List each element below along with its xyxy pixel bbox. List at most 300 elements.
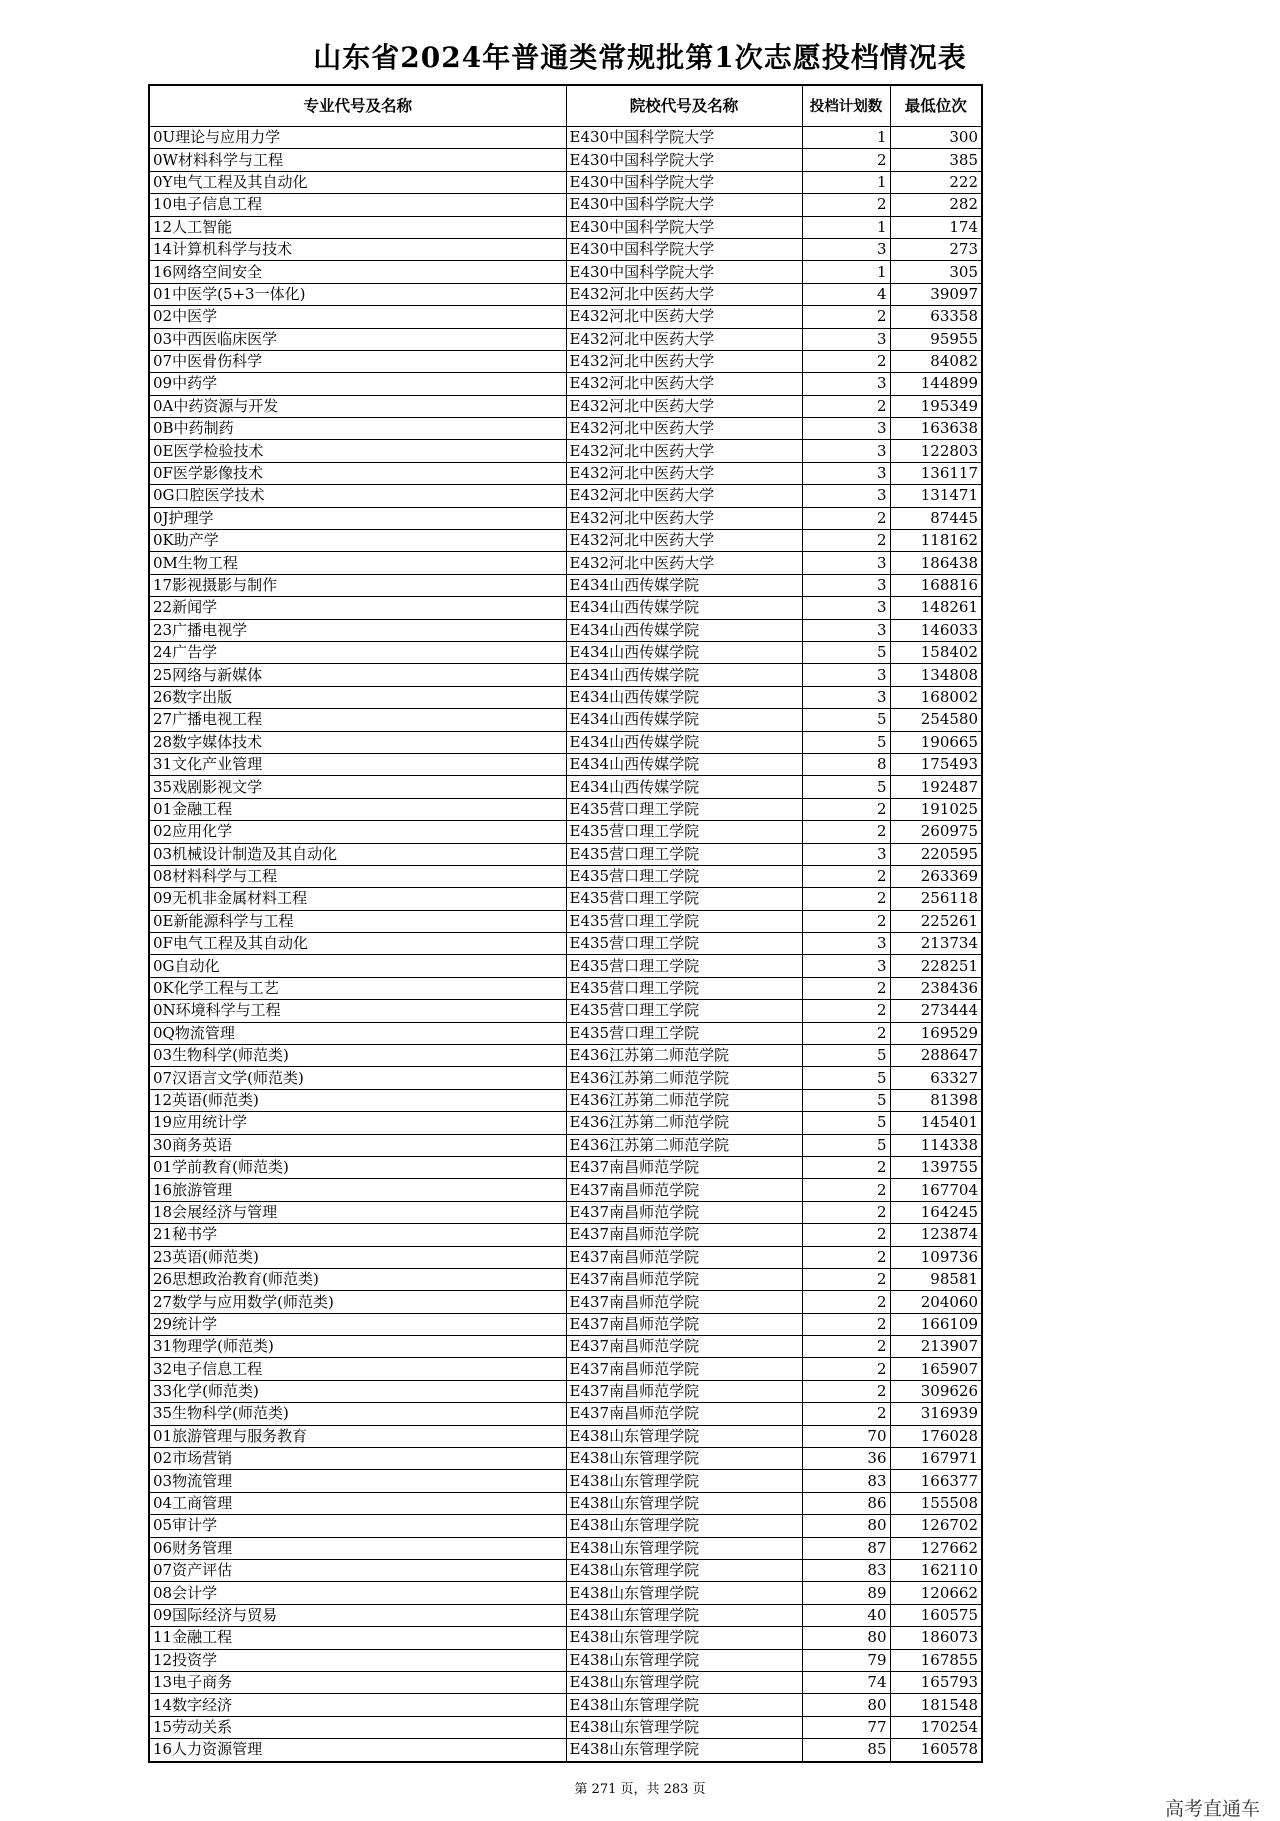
rank-cell: 131471 — [890, 485, 982, 507]
table-row — [149, 1425, 982, 1447]
plan-cell: 3 — [802, 619, 890, 641]
table-row — [149, 1537, 982, 1559]
school-cell: E438山东管理学院 — [566, 1604, 802, 1626]
major-cell: 12英语(师范类) — [149, 1089, 566, 1111]
school-cell: E438山东管理学院 — [566, 1739, 802, 1762]
major-cell: 26数字出版 — [149, 686, 566, 708]
plan-cell: 3 — [802, 574, 890, 596]
major-cell: 01旅游管理与服务教育 — [149, 1425, 566, 1447]
table-row — [149, 1627, 982, 1649]
table-row — [149, 530, 982, 552]
rank-cell: 169529 — [890, 1022, 982, 1044]
major-cell: 21秘书学 — [149, 1224, 566, 1246]
rank-cell: 220595 — [890, 843, 982, 865]
table-row — [149, 1224, 982, 1246]
plan-cell: 74 — [802, 1671, 890, 1693]
major-cell: 13电子商务 — [149, 1671, 566, 1693]
major-cell: 14数字经济 — [149, 1694, 566, 1716]
plan-cell: 2 — [802, 306, 890, 328]
rank-cell: 81398 — [890, 1089, 982, 1111]
rank-cell: 139755 — [890, 1156, 982, 1178]
rank-cell: 160575 — [890, 1604, 982, 1626]
table-row — [149, 485, 982, 507]
school-cell: E432河北中医药大学 — [566, 418, 802, 440]
rank-cell: 162110 — [890, 1560, 982, 1582]
rank-cell: 123874 — [890, 1224, 982, 1246]
plan-cell: 83 — [802, 1560, 890, 1582]
table-row — [149, 552, 982, 574]
table-row — [149, 910, 982, 932]
major-cell: 18会展经济与管理 — [149, 1201, 566, 1223]
table-row — [149, 1067, 982, 1089]
rank-cell: 39097 — [890, 283, 982, 305]
plan-cell: 2 — [802, 1403, 890, 1425]
table-row — [149, 1246, 982, 1268]
major-cell: 31物理学(师范类) — [149, 1336, 566, 1358]
school-cell: E435营口理工学院 — [566, 933, 802, 955]
plan-cell: 1 — [802, 171, 890, 193]
major-cell: 02中医学 — [149, 306, 566, 328]
table-row — [149, 865, 982, 887]
table-row — [149, 1739, 982, 1762]
rank-cell: 213907 — [890, 1336, 982, 1358]
plan-cell: 3 — [802, 552, 890, 574]
plan-cell: 5 — [802, 731, 890, 753]
school-cell: E434山西传媒学院 — [566, 709, 802, 731]
table-row — [149, 462, 982, 484]
rank-cell: 145401 — [890, 1112, 982, 1134]
rank-cell: 168816 — [890, 574, 982, 596]
major-cell: 09中药学 — [149, 373, 566, 395]
watermark: 高考直通车 — [1164, 1798, 1260, 1820]
rank-cell: 155508 — [890, 1492, 982, 1514]
school-cell: E437南昌师范学院 — [566, 1336, 802, 1358]
school-cell: E434山西传媒学院 — [566, 641, 802, 663]
rank-cell: 300 — [890, 127, 982, 149]
rank-cell: 165907 — [890, 1358, 982, 1380]
rank-cell: 120662 — [890, 1582, 982, 1604]
school-cell: E437南昌师范学院 — [566, 1201, 802, 1223]
major-cell: 0U理论与应用力学 — [149, 127, 566, 149]
major-cell: 0G自动化 — [149, 955, 566, 977]
major-cell: 0Y电气工程及其自动化 — [149, 171, 566, 193]
plan-cell: 79 — [802, 1649, 890, 1671]
school-cell: E435营口理工学院 — [566, 955, 802, 977]
rank-cell: 316939 — [890, 1403, 982, 1425]
major-cell: 27数学与应用数学(师范类) — [149, 1291, 566, 1313]
school-cell: E434山西传媒学院 — [566, 597, 802, 619]
major-cell: 04工商管理 — [149, 1492, 566, 1514]
rank-cell: 158402 — [890, 641, 982, 663]
major-cell: 08会计学 — [149, 1582, 566, 1604]
school-cell: E432河北中医药大学 — [566, 462, 802, 484]
rank-cell: 238436 — [890, 977, 982, 999]
rank-cell: 63358 — [890, 306, 982, 328]
plan-cell: 3 — [802, 686, 890, 708]
major-cell: 01中医学(5+3一体化) — [149, 283, 566, 305]
school-cell: E432河北中医药大学 — [566, 530, 802, 552]
rank-cell: 87445 — [890, 507, 982, 529]
table-row — [149, 955, 982, 977]
school-cell: E435营口理工学院 — [566, 910, 802, 932]
rank-cell: 225261 — [890, 910, 982, 932]
plan-cell: 86 — [802, 1492, 890, 1514]
table-row — [149, 1268, 982, 1290]
school-cell: E438山东管理学院 — [566, 1470, 802, 1492]
table-row — [149, 776, 982, 798]
rank-cell: 165793 — [890, 1671, 982, 1693]
plan-cell: 2 — [802, 798, 890, 820]
table-row — [149, 1380, 982, 1402]
school-cell: E437南昌师范学院 — [566, 1268, 802, 1290]
plan-cell: 1 — [802, 127, 890, 149]
table-row — [149, 1470, 982, 1492]
table-row — [149, 261, 982, 283]
rank-cell: 136117 — [890, 462, 982, 484]
table-row — [149, 1694, 982, 1716]
rank-cell: 166109 — [890, 1313, 982, 1335]
school-cell: E435营口理工学院 — [566, 977, 802, 999]
major-cell: 0B中药制药 — [149, 418, 566, 440]
major-cell: 16人力资源管理 — [149, 1739, 566, 1762]
major-cell: 0Q物流管理 — [149, 1022, 566, 1044]
rank-cell: 192487 — [890, 776, 982, 798]
school-cell: E437南昌师范学院 — [566, 1403, 802, 1425]
school-cell: E438山东管理学院 — [566, 1492, 802, 1514]
rank-cell: 191025 — [890, 798, 982, 820]
plan-cell: 2 — [802, 1291, 890, 1313]
plan-cell: 80 — [802, 1694, 890, 1716]
table-row — [149, 1313, 982, 1335]
major-cell: 01学前教育(师范类) — [149, 1156, 566, 1178]
school-cell: E438山东管理学院 — [566, 1627, 802, 1649]
school-cell: E438山东管理学院 — [566, 1425, 802, 1447]
school-cell: E432河北中医药大学 — [566, 306, 802, 328]
rank-cell: 309626 — [890, 1380, 982, 1402]
rank-cell: 263369 — [890, 865, 982, 887]
school-cell: E432河北中医药大学 — [566, 373, 802, 395]
table-row — [149, 1448, 982, 1470]
major-cell: 0W材料科学与工程 — [149, 149, 566, 171]
school-cell: E430中国科学院大学 — [566, 238, 802, 260]
table-row — [149, 1560, 982, 1582]
plan-cell: 2 — [802, 1022, 890, 1044]
rank-cell: 144899 — [890, 373, 982, 395]
major-cell: 03机械设计制造及其自动化 — [149, 843, 566, 865]
plan-cell: 2 — [802, 977, 890, 999]
table-row — [149, 1045, 982, 1067]
major-cell: 27广播电视工程 — [149, 709, 566, 731]
rank-cell: 167704 — [890, 1179, 982, 1201]
major-cell: 30商务英语 — [149, 1134, 566, 1156]
major-cell: 35戏剧影视文学 — [149, 776, 566, 798]
table-row — [149, 350, 982, 372]
major-cell: 07中医骨伤科学 — [149, 350, 566, 372]
table-row — [149, 821, 982, 843]
page-footer: 第 271 页，共 283 页 — [574, 1782, 706, 1797]
school-cell: E438山东管理学院 — [566, 1560, 802, 1582]
school-cell: E434山西传媒学院 — [566, 664, 802, 686]
rank-cell: 109736 — [890, 1246, 982, 1268]
plan-cell: 2 — [802, 1179, 890, 1201]
major-cell: 07资产评估 — [149, 1560, 566, 1582]
table-header-row — [149, 85, 982, 127]
plan-cell: 80 — [802, 1515, 890, 1537]
plan-cell: 3 — [802, 418, 890, 440]
table-row — [149, 664, 982, 686]
table-row — [149, 440, 982, 462]
major-cell: 24广告学 — [149, 641, 566, 663]
rank-cell: 186073 — [890, 1627, 982, 1649]
major-cell: 0K化学工程与工艺 — [149, 977, 566, 999]
major-cell: 17影视摄影与制作 — [149, 574, 566, 596]
rank-cell: 114338 — [890, 1134, 982, 1156]
table-row — [149, 1604, 982, 1626]
table-row — [149, 1291, 982, 1313]
table-row — [149, 1156, 982, 1178]
plan-cell: 3 — [802, 238, 890, 260]
plan-cell: 2 — [802, 1336, 890, 1358]
major-cell: 11金融工程 — [149, 1627, 566, 1649]
major-cell: 15劳动关系 — [149, 1716, 566, 1738]
rank-cell: 163638 — [890, 418, 982, 440]
plan-cell: 2 — [802, 1000, 890, 1022]
major-cell: 33化学(师范类) — [149, 1380, 566, 1402]
table-row — [149, 1716, 982, 1738]
school-cell: E437南昌师范学院 — [566, 1380, 802, 1402]
school-cell: E432河北中医药大学 — [566, 328, 802, 350]
rank-cell: 118162 — [890, 530, 982, 552]
plan-cell: 2 — [802, 1268, 890, 1290]
plan-cell: 3 — [802, 955, 890, 977]
admission-table — [148, 84, 983, 1763]
school-cell: E436江苏第二师范学院 — [566, 1112, 802, 1134]
school-cell: E430中国科学院大学 — [566, 127, 802, 149]
plan-cell: 80 — [802, 1627, 890, 1649]
rank-cell: 213734 — [890, 933, 982, 955]
table-row — [149, 843, 982, 865]
plan-cell: 77 — [802, 1716, 890, 1738]
plan-cell: 8 — [802, 753, 890, 775]
rank-cell: 254580 — [890, 709, 982, 731]
rank-cell: 166377 — [890, 1470, 982, 1492]
rank-cell: 260975 — [890, 821, 982, 843]
table-row — [149, 1089, 982, 1111]
table-row — [149, 194, 982, 216]
table-row — [149, 127, 982, 149]
table-row — [149, 888, 982, 910]
major-cell: 19应用统计学 — [149, 1112, 566, 1134]
table-row — [149, 1201, 982, 1223]
rank-cell: 222 — [890, 171, 982, 193]
rank-cell: 175493 — [890, 753, 982, 775]
rank-cell: 167971 — [890, 1448, 982, 1470]
major-cell: 0F医学影像技术 — [149, 462, 566, 484]
school-cell: E435营口理工学院 — [566, 798, 802, 820]
rank-cell: 228251 — [890, 955, 982, 977]
table-row — [149, 395, 982, 417]
major-cell: 23广播电视学 — [149, 619, 566, 641]
table-row — [149, 283, 982, 305]
plan-cell: 89 — [802, 1582, 890, 1604]
plan-cell: 3 — [802, 843, 890, 865]
school-cell: E436江苏第二师范学院 — [566, 1067, 802, 1089]
table-row — [149, 1403, 982, 1425]
major-cell: 0E新能源科学与工程 — [149, 910, 566, 932]
table-row — [149, 731, 982, 753]
school-cell: E437南昌师范学院 — [566, 1224, 802, 1246]
rank-cell: 148261 — [890, 597, 982, 619]
major-cell: 0N环境科学与工程 — [149, 1000, 566, 1022]
plan-cell: 1 — [802, 216, 890, 238]
plan-cell: 2 — [802, 1380, 890, 1402]
plan-cell: 2 — [802, 530, 890, 552]
school-cell: E432河北中医药大学 — [566, 507, 802, 529]
table-row — [149, 1582, 982, 1604]
school-cell: E438山东管理学院 — [566, 1582, 802, 1604]
major-cell: 06财务管理 — [149, 1537, 566, 1559]
school-cell: E435营口理工学院 — [566, 888, 802, 910]
table-row — [149, 171, 982, 193]
school-cell: E432河北中医药大学 — [566, 395, 802, 417]
major-cell: 0A中药资源与开发 — [149, 395, 566, 417]
school-cell: E435营口理工学院 — [566, 1022, 802, 1044]
table-row — [149, 1515, 982, 1537]
major-cell: 0E医学检验技术 — [149, 440, 566, 462]
plan-cell: 2 — [802, 865, 890, 887]
table-row — [149, 216, 982, 238]
plan-cell: 2 — [802, 821, 890, 843]
plan-cell: 3 — [802, 933, 890, 955]
major-cell: 0F电气工程及其自动化 — [149, 933, 566, 955]
plan-cell: 2 — [802, 1224, 890, 1246]
rank-cell: 204060 — [890, 1291, 982, 1313]
major-cell: 08材料科学与工程 — [149, 865, 566, 887]
school-cell: E437南昌师范学院 — [566, 1246, 802, 1268]
plan-cell: 3 — [802, 485, 890, 507]
table-row — [149, 507, 982, 529]
table-row — [149, 753, 982, 775]
school-cell: E438山东管理学院 — [566, 1515, 802, 1537]
school-cell: E434山西传媒学院 — [566, 686, 802, 708]
table-row — [149, 977, 982, 999]
rank-cell: 160578 — [890, 1739, 982, 1762]
plan-cell: 2 — [802, 888, 890, 910]
table-row — [149, 933, 982, 955]
rank-cell: 134808 — [890, 664, 982, 686]
plan-cell: 5 — [802, 1134, 890, 1156]
rank-cell: 190665 — [890, 731, 982, 753]
plan-cell: 2 — [802, 395, 890, 417]
major-cell: 07汉语言文学(师范类) — [149, 1067, 566, 1089]
table-row — [149, 597, 982, 619]
table-row — [149, 373, 982, 395]
major-cell: 16旅游管理 — [149, 1179, 566, 1201]
plan-cell: 83 — [802, 1470, 890, 1492]
major-cell: 09国际经济与贸易 — [149, 1604, 566, 1626]
major-cell: 03中西医临床医学 — [149, 328, 566, 350]
rank-cell: 164245 — [890, 1201, 982, 1223]
school-cell: E430中国科学院大学 — [566, 216, 802, 238]
plan-cell: 87 — [802, 1537, 890, 1559]
school-cell: E430中国科学院大学 — [566, 261, 802, 283]
plan-cell: 4 — [802, 283, 890, 305]
table-row — [149, 1358, 982, 1380]
plan-cell: 2 — [802, 1313, 890, 1335]
plan-cell: 2 — [802, 350, 890, 372]
school-cell: E436江苏第二师范学院 — [566, 1134, 802, 1156]
plan-cell: 5 — [802, 641, 890, 663]
rank-cell: 181548 — [890, 1694, 982, 1716]
table-row — [149, 1134, 982, 1156]
school-cell: E438山东管理学院 — [566, 1694, 802, 1716]
rank-cell: 84082 — [890, 350, 982, 372]
school-cell: E432河北中医药大学 — [566, 350, 802, 372]
table-row — [149, 686, 982, 708]
plan-cell: 2 — [802, 1246, 890, 1268]
major-cell: 32电子信息工程 — [149, 1358, 566, 1380]
table-row — [149, 149, 982, 171]
rank-cell: 385 — [890, 149, 982, 171]
major-cell: 12人工智能 — [149, 216, 566, 238]
school-cell: E435营口理工学院 — [566, 865, 802, 887]
school-cell: E430中国科学院大学 — [566, 149, 802, 171]
major-cell: 16网络空间安全 — [149, 261, 566, 283]
major-cell: 0K助产学 — [149, 530, 566, 552]
plan-cell: 1 — [802, 261, 890, 283]
major-cell: 26思想政治教育(师范类) — [149, 1268, 566, 1290]
rank-cell: 95955 — [890, 328, 982, 350]
school-cell: E434山西传媒学院 — [566, 753, 802, 775]
rank-cell: 122803 — [890, 440, 982, 462]
major-cell: 28数字媒体技术 — [149, 731, 566, 753]
major-cell: 25网络与新媒体 — [149, 664, 566, 686]
major-cell: 23英语(师范类) — [149, 1246, 566, 1268]
rank-cell: 146033 — [890, 619, 982, 641]
table-row — [149, 1000, 982, 1022]
table-body — [149, 127, 982, 1762]
plan-cell: 3 — [802, 462, 890, 484]
table-row — [149, 574, 982, 596]
school-cell: E438山东管理学院 — [566, 1671, 802, 1693]
school-cell: E437南昌师范学院 — [566, 1358, 802, 1380]
table-row — [149, 709, 982, 731]
school-cell: E434山西传媒学院 — [566, 574, 802, 596]
school-cell: E438山东管理学院 — [566, 1537, 802, 1559]
table-row — [149, 1112, 982, 1134]
plan-cell: 5 — [802, 1089, 890, 1111]
major-cell: 02应用化学 — [149, 821, 566, 843]
header-major: 专业代号及名称 — [149, 85, 566, 127]
school-cell: E438山东管理学院 — [566, 1716, 802, 1738]
major-cell: 14计算机科学与技术 — [149, 238, 566, 260]
school-cell: E435营口理工学院 — [566, 1000, 802, 1022]
rank-cell: 170254 — [890, 1716, 982, 1738]
major-cell: 31文化产业管理 — [149, 753, 566, 775]
rank-cell: 63327 — [890, 1067, 982, 1089]
header-rank: 最低位次 — [890, 85, 982, 127]
plan-cell: 5 — [802, 1067, 890, 1089]
rank-cell: 127662 — [890, 1537, 982, 1559]
major-cell: 29统计学 — [149, 1313, 566, 1335]
rank-cell: 305 — [890, 261, 982, 283]
major-cell: 12投资学 — [149, 1649, 566, 1671]
table-row — [149, 328, 982, 350]
school-cell: E437南昌师范学院 — [566, 1291, 802, 1313]
major-cell: 09无机非金属材料工程 — [149, 888, 566, 910]
plan-cell: 40 — [802, 1604, 890, 1626]
plan-cell: 5 — [802, 776, 890, 798]
